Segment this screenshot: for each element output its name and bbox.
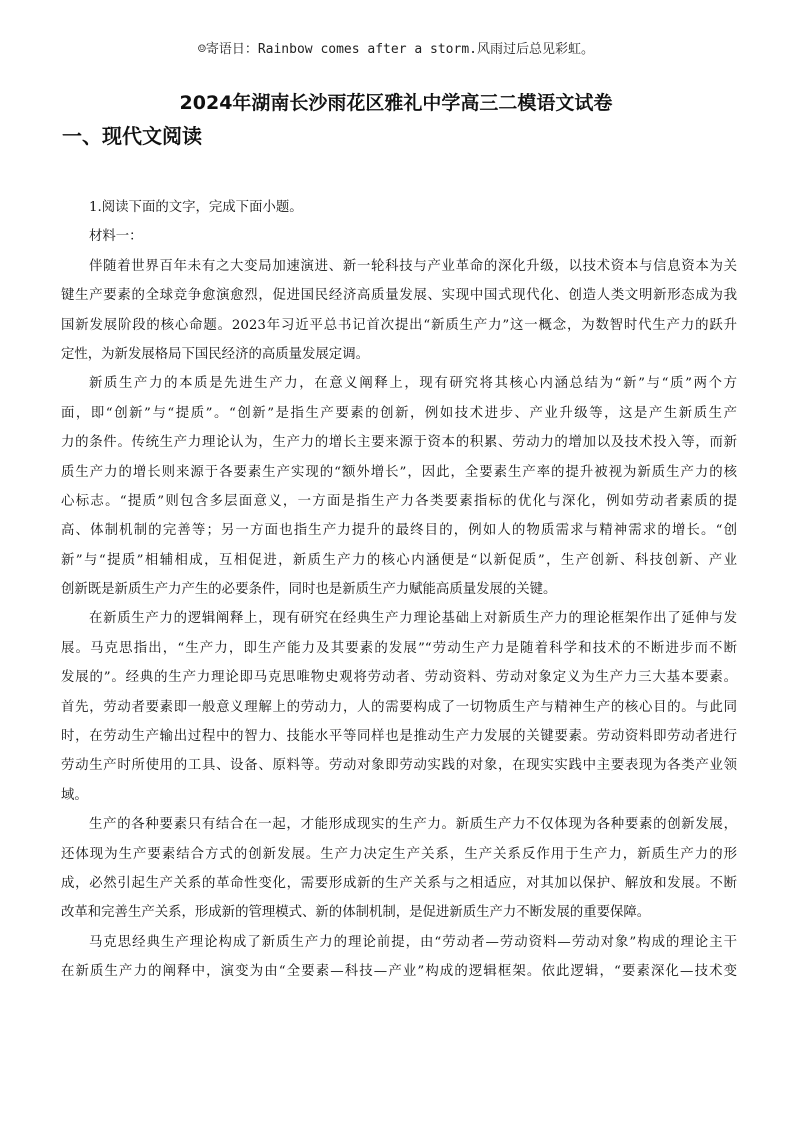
paragraph-line: 力的条件。传统生产力理论认为，生产力的增长主要来源于资本的积累、劳动力的增加以及技术投入等，而新 [61, 435, 737, 451]
paragraph-line: 成，必然引起生产关系的革命性变化，需要形成新的生产关系与之相适应，对其加以保护、解放和发展。不断 [61, 875, 737, 891]
paragraph-line: 新”与“提质”相辅相成，互相促进，新质生产力的核心内涵便是“以新促质”，生产创新、科技创新、产业 [61, 552, 737, 568]
paragraph-line: 时，在劳动生产输出过程中的智力、技能水平等同样也是推动生产力发展的关键要素。劳动资料即劳动者进行 [61, 729, 737, 745]
paragraph-line: 在新质生产力的阐释中，演变为由“全要素—科技—产业”构成的逻辑框架。依此逻辑，“要素深化—技术变 [61, 964, 737, 980]
document-body [61, 193, 737, 987]
paragraph-line: 新质生产力的本质是先进生产力，在意义阐释上，现有研究将其核心内涵总结为“新”与“质”两个方 [89, 376, 737, 392]
paragraph-line: 创新既是新质生产力产生的必要条件，同时也是新质生产力赋能高质量发展的关键。 [61, 582, 557, 598]
paragraph-line: 首先，劳动者要素即一般意义理解上的劳动力，人的需要构成了一切物质生产与精神生产的核心目的。与此同 [61, 699, 737, 715]
material-label: 材料一： [89, 229, 143, 245]
paragraph-line: 定性，为新发展格局下国民经济的高质量发展定调。 [61, 346, 369, 362]
paragraph-line: 劳动生产时所使用的工具、设备、原料等。劳动对象即劳动实践的对象，在现实实践中主要表现为各类产业领 [61, 758, 737, 774]
paragraph-line: 改革和完善生产关系，形成新的管理模式、新的体制机制，是促进新质生产力不断发展的重要保障。 [61, 905, 651, 921]
paragraph-line: 发展的”。经典的生产力理论即马克思唯物史观将劳动者、劳动资料、劳动对象定义为生产力三大基本要素。 [61, 670, 737, 686]
paragraph-line: 生产的各种要素只有结合在一起，才能形成现实的生产力。新质生产力不仅体现为各种要素的创新发展， [89, 817, 737, 833]
paragraph-line: 展。马克思指出，“生产力，即生产能力及其要素的发展”“劳动生产力是随着科学和技术的不断进步而不断 [61, 640, 737, 656]
paragraph-line: 键生产要素的全球竞争愈演愈烈，促进国民经济高质量发展、实现中国式现代化、创造人类文明新形态成为我 [61, 288, 737, 304]
paragraph-line: 国新发展阶段的核心命题。2023年习近平总书记首次提出“新质生产力”这一概念，为数智时代生产力的跃升 [61, 317, 737, 333]
paragraph-line: 高、体制机制的完善等；另一方面也指生产力提升的最终目的，例如人的物质需求与精神需求的增长。“创 [61, 523, 737, 539]
paragraph-line: 面，即“创新”与“提质”。“创新”是指生产要素的创新，例如技术进步、产业升级等，这是产生新质生产 [61, 405, 737, 421]
paragraph-line: 在新质生产力的逻辑阐释上，现有研究在经典生产力理论基础上对新质生产力的理论框架作出了延伸与发 [89, 611, 737, 627]
paragraph-line: 还体现为生产要素结合方式的创新发展。生产力决定生产关系，生产关系反作用于生产力，新质生产力的形 [61, 846, 737, 862]
section-heading: 一、现代文阅读 [62, 124, 202, 148]
header-motto: ☺寄语日：Rainbow comes after a storm.风雨过后总见彩虹。 [198, 42, 594, 57]
paragraph-line: 心标志。“提质”则包含多层面意义，一方面是指生产力各类要素指标的优化与深化，例如劳动者素质的提 [61, 493, 737, 509]
paragraph-line: 马克思经典生产理论构成了新质生产力的理论前提，由“劳动者—劳动资料—劳动对象”构成的理论主干 [89, 934, 737, 950]
paragraph-line: 质生产力的增长则来源于各要素生产实现的“额外增长”，因此，全要素生产率的提升被视为新质生产力的核 [61, 464, 737, 480]
paragraph-line: 域。 [61, 787, 88, 803]
document-title: 2024年湖南长沙雨花区雅礼中学高三二模语文试卷 [179, 92, 613, 114]
question-prompt: 1.阅读下面的文字，完成下面小题。 [89, 200, 303, 215]
paragraph-line: 伴随着世界百年未有之大变局加速演进、新一轮科技与产业革命的深化升级，以技术资本与信息资本为关 [89, 258, 737, 274]
